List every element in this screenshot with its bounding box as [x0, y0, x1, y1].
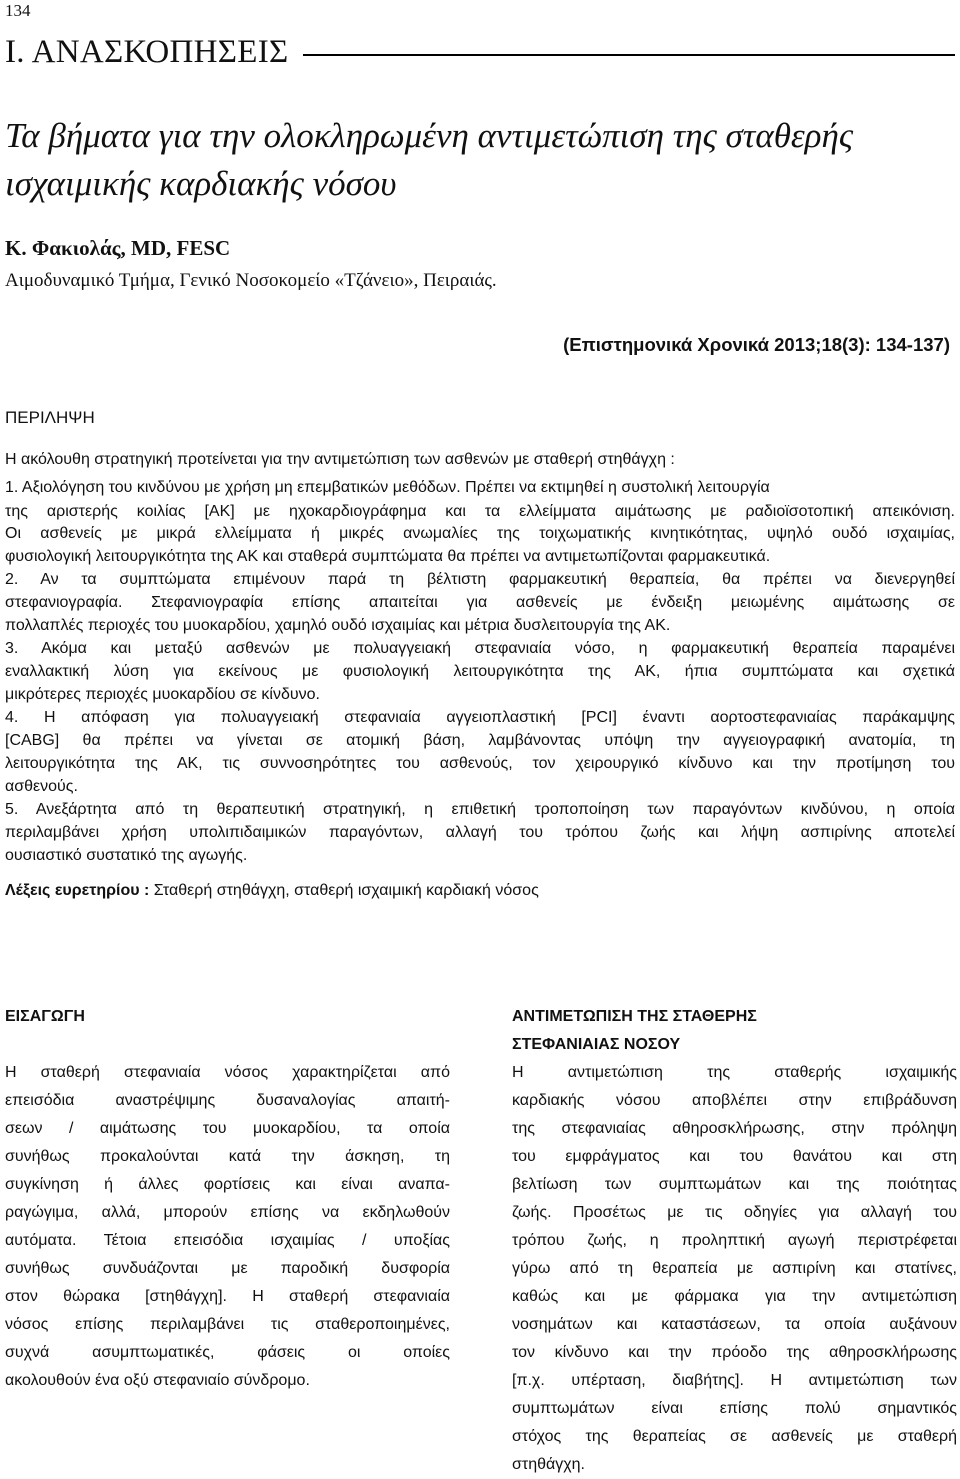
abstract-heading: ΠΕΡΙΛΗΨΗ [5, 408, 95, 427]
abstract-line: [CABG] θα πρέπει να γίνεται σε ατομική βάση, λαμβάνοντας υπόψη την αγγειογραφική ανατομία, τη [5, 732, 955, 749]
treatment-line: καθώς και με φάρμακα για την αντιμετώπιση [512, 1288, 957, 1305]
abstract-line: περιλαμβάνει χρήση υπολιπιδαιμικών παραγόντων, αλλαγή του τρόπου ζωής και λήψη ασπιρίνης αποτελεί [5, 824, 955, 841]
abstract-line: πολλαπλές περιοχές του μυοκαρδίου, χαμηλό ουδό ισχαιμίας και μέτρια δυσλειτουργία της ΑΚ. [5, 617, 671, 634]
abstract-line: 3. Ακόμα και μεταξύ ασθενών με πολυαγγειακή στεφανιαία νόσο, η φαρμακευτική θεραπεία παραμένει [5, 640, 955, 657]
introduction-line: συνήθως συνδυάζονται με παροδική δυσφορία [5, 1260, 450, 1277]
treatment-line: καρδιακής νόσου αποβλέπει στην επιβράδυνση [512, 1092, 957, 1109]
section-heading: Ι. ΑΝΑΣΚΟΠΗΣΕΙΣ [5, 33, 289, 70]
author: Κ. Φακιολάς, MD, FESC [5, 236, 231, 260]
abstract-line: 5. Ανεξάρτητα από τη θεραπευτική στρατηγική, η επιθετική τροποποίηση των παραγόντων κινδύνου, η οποία [5, 801, 955, 818]
abstract-line: Η ακόλουθη στρατηγική προτείνεται για την αντιμετώπιση των ασθενών με σταθερή στηθάγχη : [5, 451, 675, 468]
treatment-line: βελτίωση των συμπτωμάτων και της ποιότητας [512, 1176, 957, 1193]
abstract-line: ασθενούς. [5, 778, 78, 795]
introduction-line: συγκίνηση ή άλλες φορτίσεις και είναι αναπα- [5, 1176, 450, 1193]
introduction-line: στον θώρακα [στηθάγχη]. Η σταθερή στεφανιαία [5, 1288, 450, 1305]
treatment-line: στόχος της θεραπείας σε ασθενείς με σταθερή [512, 1428, 957, 1445]
treatment-line: της στεφανιαίας αθηροσκλήρωσης, στην πρόληψη [512, 1120, 957, 1137]
section-rule [303, 54, 956, 56]
introduction-line: ακολουθούν ένα οξύ στεφανιαίο σύνδρομο. [5, 1372, 310, 1389]
keywords [5, 882, 539, 900]
page-number: 134 [5, 1, 31, 20]
introduction-line: συνήθως προκαλούνται κατά την άσκηση, τη [5, 1148, 450, 1165]
abstract-line: εναλλακτική λύση για εκείνους με φυσιολογική λειτουργικότητα της ΑΚ, ήπια συμπτώματα και σχετικά [5, 663, 955, 680]
treatment-line: τρόπου ζωής, η προληπτική αγωγή περιστρέφεται [512, 1232, 957, 1249]
abstract-line: 1. Αξιολόγηση του κινδύνου με χρήση μη επεμβατικών μεθόδων. Πρέπει να εκτιμηθεί η συστολική λειτουργία [5, 479, 770, 496]
treatment-heading: ΑΝΤΙΜΕΤΩΠΙΣΗ ΤΗΣ ΣΤΑΘΕΡΗΣ [512, 1008, 757, 1025]
abstract-line: λειτουργικότητα της ΑΚ, τις συννοσηρότητες του ασθενούς, τον χειρουργικό κίνδυνο και την προτίμηση του [5, 755, 955, 772]
treatment-line: τον κίνδυνο και την πρόοδο της αθηροσκλήρωσης [512, 1344, 957, 1361]
affiliation: Αιμοδυναμικό Τμήμα, Γενικό Νοσοκομείο «Τζάνειο», Πειραιάς. [5, 270, 497, 291]
abstract-line: 4. Η απόφαση για πολυαγγειακή στεφανιαία αγγειοπλαστική [PCI] έναντι αορτοστεφανιαίας παράκαμψης [5, 709, 955, 726]
citation: (Επιστημονικά Χρονικά 2013;18(3): 134-137) [563, 334, 950, 355]
treatment-line: γύρω από τη θεραπεία με ασπιρίνη και στατίνες, [512, 1260, 957, 1277]
introduction-line: αυτόματα. Τέτοια επεισόδια ισχαιμίας / υποξίας [5, 1232, 450, 1249]
introduction-line: νόσος επίσης περιλαμβάνει τις σταθεροποιημένες, [5, 1316, 450, 1333]
treatment-line: στηθάγχη. [512, 1456, 585, 1473]
treatment-line: Η αντιμετώπιση της σταθερής ισχαιμικής [512, 1064, 957, 1081]
blank-line [5, 1031, 450, 1059]
treatment-line: του εμφράγματος και του θανάτου και στη [512, 1148, 957, 1165]
introduction-line: ραγώγιμα, αλλά, μπορούν επίσης να εκδηλωθούν [5, 1204, 450, 1221]
section-header [5, 30, 955, 74]
keywords-label: Λέξεις ευρετηρίου : [5, 882, 150, 899]
treatment-line: νοσημάτων και καταστάσεων, τα οποία αυξάνουν [512, 1316, 957, 1333]
introduction-line: Η σταθερή στεφανιαία νόσος χαρακτηρίζεται από [5, 1064, 450, 1081]
abstract-line: της αριστερής κοιλίας [ΑΚ] με ηχοκαρδιογράφημα και τα ελλείμματα αιμάτωσης με ραδιοϊσοτοπική απεικόνιση. [5, 503, 955, 520]
introduction-line: σεων / αιμάτωσης του μυοκαρδίου, τα οποία [5, 1120, 450, 1137]
abstract-line: ουσιαστικό συστατικό της αγωγής. [5, 847, 248, 864]
article-title-line: ισχαιμικής καρδιακής νόσου [5, 164, 397, 203]
article-title [5, 112, 955, 208]
treatment-line: συμπτωμάτων είναι επίσης πολύ σημαντικός [512, 1400, 957, 1417]
treatment-line: [π.χ. υπέρταση, διαβήτης]. Η αντιμετώπιση των [512, 1372, 957, 1389]
abstract-line: 2. Αν τα συμπτώματα επιμένουν παρά τη βέλτιστη φαρμακευτική θεραπεία, θα πρέπει να διενεργηθεί [5, 571, 955, 588]
keywords-text: Σταθερή στηθάγχη, σταθερή ισχαιμική καρδιακή νόσος [149, 882, 539, 899]
treatment-line: ζωής. Προσέτως με τις οδηγίες για αλλαγή του [512, 1204, 957, 1221]
abstract-line: μικρότερες περιοχές μυοκαρδίου σε κίνδυνο. [5, 686, 320, 703]
treatment-column [512, 1003, 957, 1479]
treatment-heading: ΣΤΕΦΑΝΙΑΙΑΣ ΝΟΣΟΥ [512, 1036, 681, 1053]
introduction-heading: ΕΙΣΑΓΩΓΗ [5, 1008, 85, 1025]
abstract-line: Οι ασθενείς με μικρά ελλείμματα ή μικρές ανωμαλίες της τοιχωματικής κινητικότητας, υψηλό ουδό ισχαιμίας, [5, 525, 955, 542]
introduction-line: επεισόδια αναστρέψιμης δυσαναλογίας απαιτή- [5, 1092, 450, 1109]
abstract-line: στεφανιογραφία. Στεφανιογραφία επίσης απαιτείται για ασθενείς με ένδειξη μειωμένης αιμάτωσης σε [5, 594, 955, 611]
introduction-column [5, 1003, 450, 1395]
introduction-line: συχνά ασυμπτωματικές, φάσεις οι οποίες [5, 1344, 450, 1361]
article-title-line: Τα βήματα για την ολοκληρωμένη αντιμετώπιση της σταθερής [5, 116, 854, 155]
abstract-line: φυσιολογική λειτουργικότητα της ΑΚ και σταθερά συμπτώματα θα πρέπει να αντιμετωπίζονται φαρμακευτικά. [5, 548, 771, 565]
